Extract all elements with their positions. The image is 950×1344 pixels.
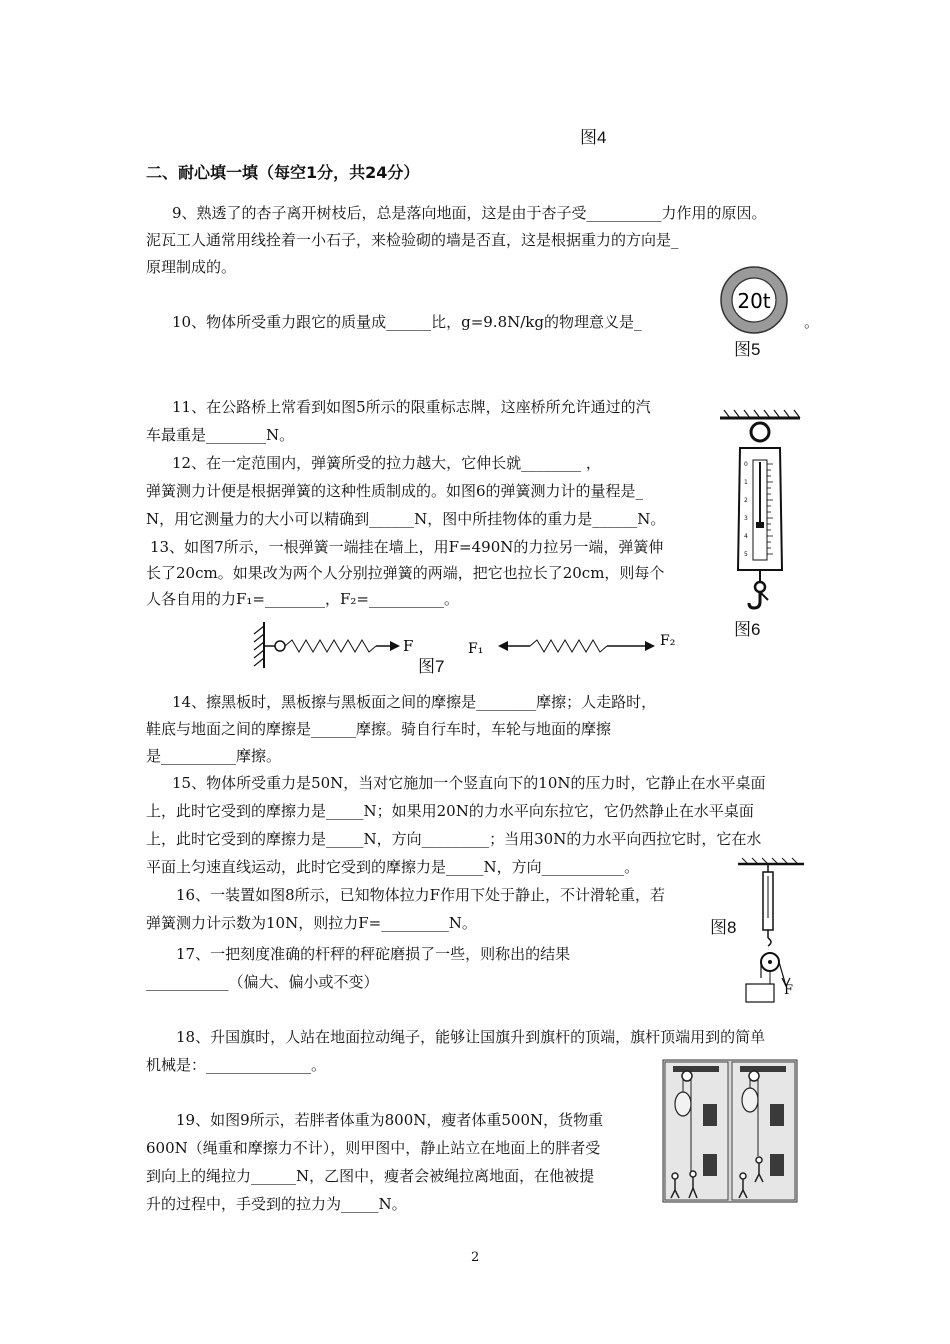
q19-line-1: 19、如图9所示，若胖者体重为800N，瘦者体重500N，货物重 [176,1111,604,1129]
q12-line-2: 弹簧测力计便是根据弹簧的这种性质制成的。如图6的弹簧测力计的量程是_ [146,482,644,500]
scale-number-0: 0 [744,461,748,468]
figure-4-caption: 图4 [580,128,607,147]
scale-number-2: 2 [744,497,748,504]
q18-line-2: 机械是：______________。 [146,1056,327,1074]
q9-line-1: 9、熟透了的杏子离开树枝后，总是落向地面，这是由于杏子受__________力作用的原因。 [172,204,767,222]
q11-line-2: 车最重是________N。 [146,426,295,444]
q9-line-3: 原理制成的。 [146,258,237,276]
q9-line-2: 泥瓦工人通常用线拴着一小石子，来检验砌的墙是否直，这是根据重力的方向是_ [146,231,679,249]
figure-7-caption: 图7 [418,657,445,676]
fig8-label-F: F [784,983,794,998]
spring-wall-figure [250,620,690,670]
scale-number-5: 5 [744,551,748,558]
q15-line-1: 15、物体所受重力是50N，当对它施加一个竖直向下的10N的压力时，它静止在水平桌面 [172,774,766,792]
q10-end: 。 [804,313,820,331]
q19-line-2: 600N（绳重和摩擦力不计），则甲图中，静止站立在地面上的胖者受 [146,1139,601,1157]
q14-line-2: 鞋底与地面之间的摩擦是______摩擦。骑自行车时，车轮与地面的摩擦 [146,720,612,738]
q15-line-2: 上，此时它受到的摩擦力是_____N；如果用20N的力水平向东拉它，它仍然静止在水平桌面 [146,802,754,820]
q10-line-1: 10、物体所受重力跟它的质量成______比，g=9.8N/kg的物理意义是_ [172,313,642,331]
section-title: 二、耐心填一填（每空1分，共24分） [146,163,420,182]
q13-line-1: 13、如图7所示，一根弹簧一端挂在墙上，用F=490N的力拉另一端，弹簧伸 [150,538,664,556]
q15-line-3: 上，此时它受到的摩擦力是_____N，方向_________；当用30N的力水平向西拉它时，它在水 [146,830,762,848]
q15-line-4: 平面上匀速直线运动，此时它受到的摩擦力是_____N，方向___________。 [146,858,640,876]
q13-line-3: 人各自用的力F₁=________，F₂=__________。 [146,590,459,608]
load-limit-sign [720,266,788,334]
fig7-label-F: F [403,637,414,655]
q16-line-2: 弹簧测力计示数为10N，则拉力F=_________N。 [146,914,477,932]
q12-line-3: N，用它测量力的大小可以精确到______N，图中所挂物体的重力是______N。 [146,510,666,528]
q11-line-1: 11、在公路桥上常看到如图5所示的限重标志牌，这座桥所允许通过的汽 [172,398,651,416]
sign-text: 20t [737,289,771,313]
q19-line-3: 到向上的绳拉力______N，乙图中，瘦者会被绳拉离地面，在他被提 [146,1167,595,1185]
scale-number-1: 1 [744,479,748,486]
q14-line-1: 14、擦黑板时，黑板擦与黑板面之间的摩擦是________摩擦；人走路时， [172,693,657,711]
fig7-label-F2: F₂ [660,633,676,649]
page-number: 2 [471,1250,480,1265]
q13-line-2: 长了20cm。如果改为两个人分别拉弹簧的两端，把它也拉长了20cm，则每个 [146,564,665,582]
pulley-figure [738,858,808,1008]
q14-line-3: 是__________摩擦。 [146,747,282,765]
q17-line-1: 17、一把刻度准确的杆秤的秤砣磨损了一些，则称出的结果 [176,945,571,963]
q16-line-1: 16、一装置如图8所示，已知物体拉力F作用下处于静止，不计滑轮重，若 [176,886,666,904]
pulley-people-figure [663,1060,797,1202]
spring-scale-figure [720,410,810,615]
figure-8-caption: 图8 [710,918,737,937]
figure-5-caption: 图5 [734,340,761,359]
q19-line-4: 升的过程中，手受到的拉力为_____N。 [146,1195,407,1213]
figure-6-caption: 图6 [734,620,761,639]
q18-line-1: 18、升国旗时，人站在地面拉动绳子，能够让国旗升到旗杆的顶端，旗杆顶端用到的简单 [176,1028,766,1046]
q17-line-2: ___________（偏大、偏小或不变） [146,973,379,991]
q12-line-1: 12、在一定范围内，弹簧所受的拉力越大，它伸长就________ ， [172,454,601,472]
scale-number-4: 4 [744,533,748,540]
fig7-label-F1: F₁ [468,641,484,657]
scale-number-3: 3 [744,515,748,522]
